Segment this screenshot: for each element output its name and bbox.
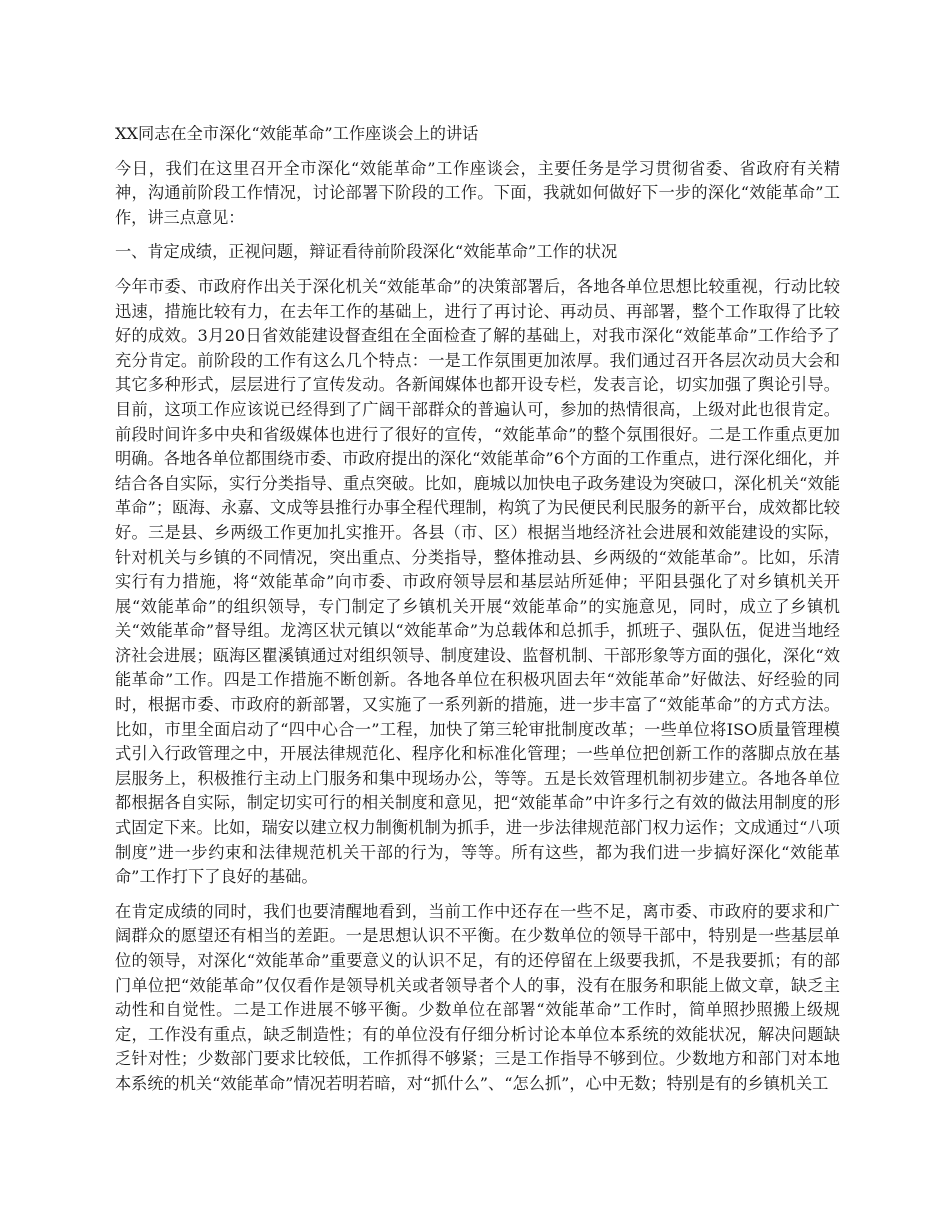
body-paragraph: 在肯定成绩的同时，我们也要清醒地看到，当前工作中还存在一些不足，离市委、市政府的要求和广阔群众的愿望还有相当的差距。一是思想认识不平衡。在少数单位的领导干部中，特别是一些基层单位的领导，对深化“效能革命”重要意义的认识不足，有的还停留在上级要我抓，不是我要抓；有的部门单位把“效能革命”仅仅看作是领导机关或者领导者个人的事，没有在服务和职能上做文章，缺乏主动性和自觉性。二是工作进展不够平衡。少数单位在部署“效能革命”工作时，简单照抄照搬上级规定，工作没有重点，缺乏制造性；有的单位没有仔细分析讨论本单位本系统的效能状况，解决问题缺乏针对性；少数部门要求比较低，工作抓得不够紧；三是工作指导不够到位。少数地方和部门对本地本系统的机关“效能革命”情况若明若暗，对“抓什么”、“怎么抓”，心中无数；特别是有的乡镇机关工	[115, 901, 840, 1093]
section-heading: 一、肯定成绩，正视问题，辩证看待前阶段深化“效能革命”工作的状况	[115, 242, 618, 262]
document-title: XX同志在全市深化“效能革命”工作座谈会上的讲话	[115, 124, 479, 143]
document-page	[115, 122, 840, 1107]
body-paragraph: 今年市委、市政府作出关于深化机关“效能革命”的决策部署后，各地各单位思想比较重视，行动比较迅速，措施比较有力，在去年工作的基础上，进行了再讨论、再动员、再部署，整个工作取得了比较好的成效。3月20日省效能建设督查组在全面检查了解的基础上，对我市深化“效能革命”工作给予了充分肯定。前阶段的工作有这么几个特点：一是工作氛围更加浓厚。我们通过召开各层次动员大会和其它多种形式，层层进行了宣传发动。各新闻媒体也都开设专栏，发表言论，切实加强了舆论引导。目前，这项工作应该说已经得到了广阔干部群众的普遍认可，参加的热情很高，上级对此也很肯定。前段时间许多中央和省级媒体也进行了很好的宣传，“效能革命”的整个氛围很好。二是工作重点更加明确。各地各单位都围绕市委、市政府提出的深化“效能革命”6个方面的工作重点，进行深化细化，并结合各自实际，实行分类指导、重点突破。比如，鹿城以加快电子政务建设为突破口，深化机关“效能革命”；瓯海、永嘉、文成等县推行办事全程代理制，构筑了为民便民利民服务的新平台，成效都比较好。三是县、乡两级工作更加扎实推开。各县（市、区）根据当地经济社会进展和效能建设的实际，针对机关与乡镇的不同情况，突出重点、分类指导，整体推动县、乡两级的“效能革命”。比如，乐清实行有力措施，将“效能革命”向市委、市政府领导层和基层站所延伸；平阳县强化了对乡镇机关开展“效能革命”的组织领导，专门制定了乡镇机关开展“效能革命”的实施意见，同时，成立了乡镇机关“效能革命”督导组。龙湾区状元镇以“效能革命”为总载体和总抓手，抓班子、强队伍，促进当地经济社会进展；瓯海区瞿溪镇通过对组织领导、制度建设、监督机制、干部形象等方面的强化，深化“效能革命”工作。四是工作措施不断创新。各地各单位在积极巩固去年“效能革命”好做法、好经验的同时，根据市委、市政府的新部署，又实施了一系列新的措施，进一步丰富了“效能革命”的方式方法。比如，市里全面启动了“四中心合一”工程，加快了第三轮审批制度改革；一些单位将ISO质量管理模式引入行政管理之中，开展法律规范化、程序化和标准化管理；一些单位把创新工作的落脚点放在基层服务上，积极推行主动上门服务和集中现场办公，等等。五是长效管理机制初步建立。各地各单位都根据各自实际，制定切实可行的相关制度和意见，把“效能革命”中许多行之有效的做法用制度的形式固定下来。比如，瑞安以建立权力制衡机制为抓手，进一步法律规范部门权力运作；文成通过“八项制度”进一步约束和法律规范机关干部的行为，等等。所有这些，都为我们进一步搞好深化“效能革命”工作打下了良好的基础。	[115, 276, 840, 887]
intro-paragraph: 今日，我们在这里召开全市深化“效能革命”工作座谈会，主要任务是学习贯彻省委、省政府有关精神，沟通前阶段工作情况，讨论部署下阶段的工作。下面，我就如何做好下一步的深化“效能革命”工作，讲三点意见：	[115, 158, 840, 227]
